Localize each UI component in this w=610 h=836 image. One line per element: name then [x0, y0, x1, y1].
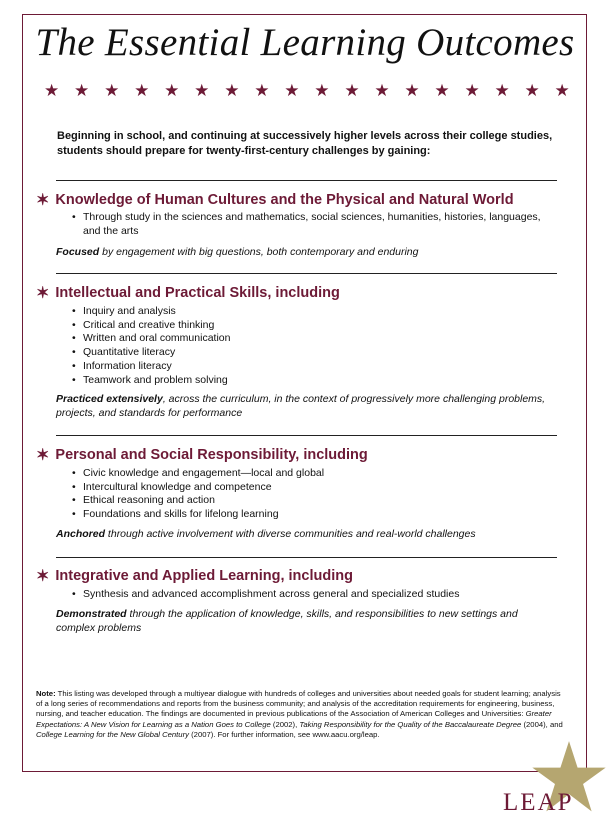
star-icon: ✶ — [36, 192, 50, 209]
list-item: • Intercultural knowledge and competence — [72, 481, 542, 495]
section-tagline — [56, 245, 556, 259]
list-item: • Quantitative literacy — [72, 346, 542, 360]
star-divider — [44, 82, 570, 99]
note-text: (2004), and — [521, 719, 563, 729]
bullet-list — [72, 211, 542, 238]
tagline-lead: Practiced extensively — [56, 393, 163, 405]
star-icon: ★ — [434, 81, 450, 100]
section-title-skills — [36, 283, 340, 303]
list-item: • Through study in the sciences and mathematics, social sciences, humanities, histories, languages, and the arts — [72, 211, 542, 238]
star-icon: ★ — [494, 81, 510, 100]
list-item: • Written and oral communication — [72, 332, 542, 346]
section-divider — [56, 557, 557, 558]
note-label: Note: — [36, 689, 56, 698]
list-item: • Ethical reasoning and action — [72, 494, 542, 508]
section-title-text: Intellectual and Practical Skills, including — [55, 285, 340, 301]
section-title-responsibility — [36, 445, 368, 465]
section-title-integrative — [36, 566, 353, 586]
note-text: (2002), — [270, 719, 300, 729]
star-icon: ★ — [254, 81, 270, 100]
note-text: (2007). For further information, see www.aacu.org/leap. — [188, 729, 380, 739]
list-item: • Information literacy — [72, 360, 542, 374]
intro-text: Beginning in school, and continuing at successively higher levels across their college studies, students should prepare for twenty-first-century challenges by gaining: — [57, 130, 553, 157]
section-divider — [56, 435, 557, 436]
publication-title: Greater Expectations: A New Vision for Learning as a Nation Goes to College — [36, 709, 552, 729]
list-item: • Foundations and skills for lifelong learning — [72, 508, 542, 522]
list-item: • Synthesis and advanced accomplishment across general and specialized studies — [72, 588, 542, 602]
section-title-knowledge — [36, 190, 514, 210]
list-item: • Teamwork and problem solving — [72, 374, 542, 388]
section-divider — [56, 180, 557, 181]
section-title-text: Knowledge of Human Cultures and the Physical and Natural World — [55, 192, 514, 208]
star-icon: ★ — [104, 81, 120, 100]
star-icon: ★ — [44, 81, 60, 100]
section-divider — [56, 273, 557, 274]
star-icon: ★ — [314, 81, 330, 100]
star-icon: ★ — [224, 81, 240, 100]
tagline-lead: Demonstrated — [56, 608, 127, 620]
star-icon: ★ — [194, 81, 210, 100]
footnote — [36, 689, 563, 740]
list-item: • Inquiry and analysis — [72, 305, 542, 319]
bullet-list — [72, 305, 542, 387]
note-text: This listing was developed through a multiyear dialogue with hundreds of colleges and universities about needed goals for student learning; analysis of a long series of recommendations and reports from the business community; and analysis of the accreditation requirements for engineering, business, nursing, and teacher education. The findings are documented in previous publications of the Association of American Colleges and Universities: — [36, 689, 561, 719]
star-icon: ★ — [74, 81, 90, 100]
leap-logo: LEAP — [503, 789, 574, 816]
tagline-text: through the application of knowledge, skills, and responsibilities to new settings and complex problems — [56, 608, 518, 634]
star-icon: ★ — [554, 81, 570, 100]
publication-title: College Learning for the New Global Century — [36, 729, 189, 739]
star-icon: ✶ — [36, 285, 50, 302]
section-tagline — [56, 607, 556, 635]
star-icon: ★ — [164, 81, 180, 100]
tagline-text: , across the curriculum, in the context of progressively more challenging problems, projects, and standards for performance — [56, 393, 546, 419]
star-icon: ★ — [524, 81, 540, 100]
list-item: • Critical and creative thinking — [72, 319, 542, 333]
bullet-list — [72, 588, 542, 602]
star-icon: ★ — [464, 81, 480, 100]
tagline-text: by engagement with big questions, both contemporary and enduring — [99, 246, 419, 258]
tagline-lead: Anchored — [56, 528, 106, 540]
star-icon: ★ — [404, 81, 420, 100]
star-icon: ★ — [284, 81, 300, 100]
section-title-text: Personal and Social Responsibility, including — [55, 447, 368, 463]
star-icon: ★ — [134, 81, 150, 100]
section-tagline — [56, 527, 556, 541]
bullet-list — [72, 467, 542, 522]
tagline-text: through active involvement with diverse communities and real-world challenges — [105, 528, 476, 540]
publication-title: Taking Responsibility for the Quality of the Baccalaureate Degree — [299, 719, 522, 729]
star-icon: ★ — [344, 81, 360, 100]
tagline-lead: Focused — [56, 246, 100, 258]
star-icon: ✶ — [36, 447, 50, 464]
section-tagline — [56, 392, 556, 420]
section-title-text: Integrative and Applied Learning, including — [55, 568, 353, 584]
list-item: • Civic knowledge and engagement—local and global — [72, 467, 542, 481]
star-icon: ✶ — [36, 568, 50, 585]
star-icon: ★ — [374, 81, 390, 100]
page-title: The Essential Learning Outcomes — [35, 21, 575, 64]
